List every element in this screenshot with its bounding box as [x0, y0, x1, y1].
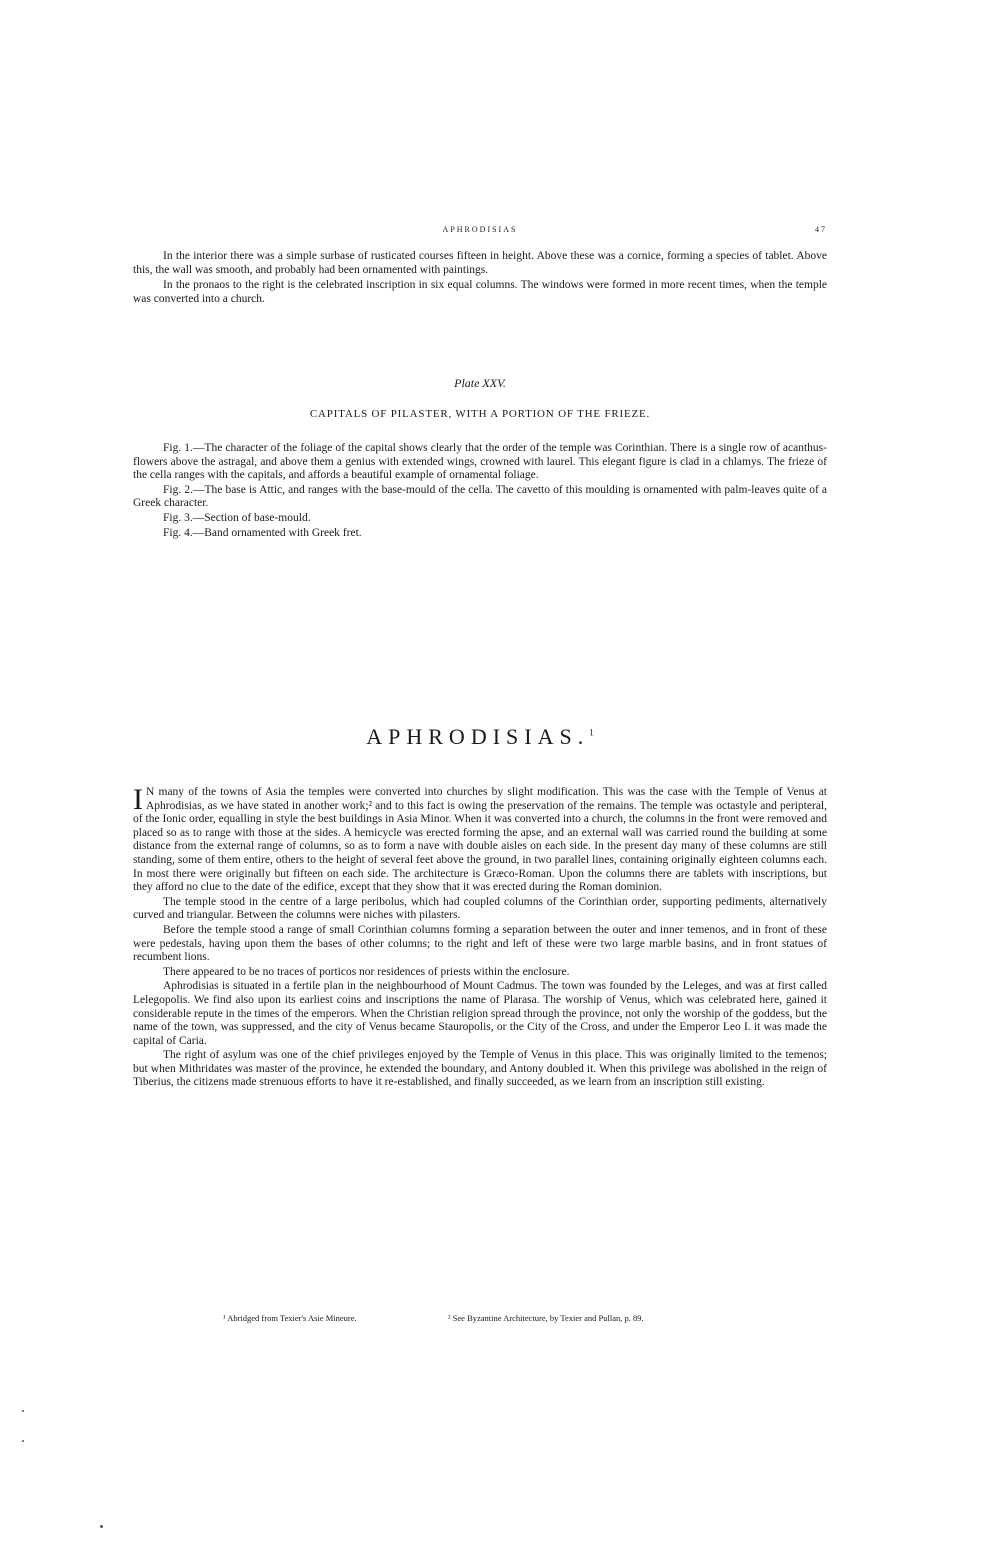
running-head: [133, 225, 827, 239]
figure-descriptions: [133, 442, 827, 541]
scan-speck: [22, 1440, 24, 1442]
footnote: ² See Byzantine Architecture, by Texier and Pullan, p. 89.: [448, 1313, 644, 1323]
paragraph: [133, 783, 827, 895]
running-head-title: APHRODISIAS: [442, 225, 518, 234]
section-body: [133, 783, 827, 1091]
section-title: [133, 724, 827, 750]
section-title-text: APHRODISIAS.: [366, 724, 590, 749]
paragraph: In the pronaos to the right is the celebrated inscription in six equal columns. The windows were formed in more recent times, when the temple was converted into a church.: [133, 279, 827, 305]
footnote-mark: 1: [589, 727, 594, 738]
scan-speck: [100, 1525, 103, 1528]
intro-text: [133, 250, 827, 308]
footnotes: [133, 1313, 827, 1325]
first-paragraph-text: N many of the towns of Asia the temples were converted into churches by slight modification. This was the case with the Temple of Venus at Aphrodisias, as we have stated in another work;² and to this fact is owing the preservation of the remains. The temple was octastyle and peripteral, of the Ionic order, equalling in style the best buildings in Asia Minor. When it was converted into a church, the columns in the front were removed and placed so as to range with those at the sides. A hemicycle was erected forming the apse, and an external wall was carried round the building at some distance from the external range of columns, so as to form a nave with double aisles on each side. In the present day many of these columns are still standing, some of them entire, others to the height of several feet above the ground, in two parallel lines, containing originally eighteen columns each. In most there were originally but fifteen on each side. The architecture is Græco-Roman. Upon the columns there are tablets with inscriptions, but they afford no clue to the date of the edifice, except that they show that it was erected during the Roman dominion.: [133, 786, 827, 894]
paragraph: Aphrodisias is situated in a fertile plan in the neighbourhood of Mount Cadmus. The town was founded by the Leleges, and was at first called Lelegopolis. We find also upon its earliest coins and inscriptions the name of Plarasa. The worship of Venus, which was celebrated here, gained it considerable repute in the times of the emperors. When the Christian religion spread through the province, not only the worship of the goddess, but the name of the town, was suppressed, and the city of Venus became Stauropolis, or the City of the Cross, and under the Emperor Leo I. it was made the capital of Caria.: [133, 980, 827, 1047]
figure-caption: Fig. 1.—The character of the foliage of the capital shows clearly that the order of the temple was Corinthian. There is a single row of acanthus-flowers above the astragal, and above them a genius with extended wings, crowned with laurel. This elegant figure is clad in a chlamys. The frieze of the cella ranges with the capitals, and affords a beautiful example of ornamental foliage.: [133, 442, 827, 482]
figure-caption: Fig. 3.—Section of base-mould.: [163, 511, 311, 524]
figure-caption: Fig. 4.—Band ornamented with Greek fret.: [163, 526, 362, 539]
paragraph: There appeared to be no traces of porticos nor residences of priests within the enclosure.: [163, 965, 570, 978]
paragraph: In the interior there was a simple surbase of rusticated courses fifteen in height. Above these was a cornice, forming a species of tablet. Above this, the wall was smooth, and probably had been ornamented with paintings.: [133, 250, 827, 276]
paragraph: The temple stood in the centre of a large peribolus, which had coupled columns of the Corinthian order, supporting pediments, alternatively curved and triangular. Between the columns were niches with pilasters.: [133, 895, 827, 922]
paragraph: The right of asylum was one of the chief privileges enjoyed by the Temple of Venus in this place. This was originally limited to the temenos; but when Mithridates was master of the province, he extended the boundary, and Antony doubled it. When this privilege was abolished in the reign of Tiberius, the citizens made strenuous efforts to have it re-established, and finally succeeded, as we learn from an inscription still existing.: [133, 1049, 827, 1089]
paragraph: Before the temple stood a range of small Corinthian columns forming a separation between the outer and inner temenos, and in front of these were pedestals, having upon them the bases of other columns; to the right and left of these were two large marble basins, and in front statues of recumbent lions.: [133, 923, 827, 964]
page-number: 47: [815, 225, 827, 234]
figure-caption: Fig. 2.—The base is Attic, and ranges with the base-mould of the cella. The cavetto of this moulding is ornamented with palm-leaves quite of a Greek character.: [133, 483, 827, 510]
plate-heading: Plate XXV.: [454, 376, 506, 390]
drop-cap: I: [133, 783, 143, 816]
scan-speck: [22, 1410, 24, 1412]
footnote: ¹ Abridged from Texier's Asie Mineure.: [223, 1313, 357, 1323]
plate-title: CAPITALS OF PILASTER, WITH A PORTION OF THE FRIEZE.: [309, 408, 651, 420]
